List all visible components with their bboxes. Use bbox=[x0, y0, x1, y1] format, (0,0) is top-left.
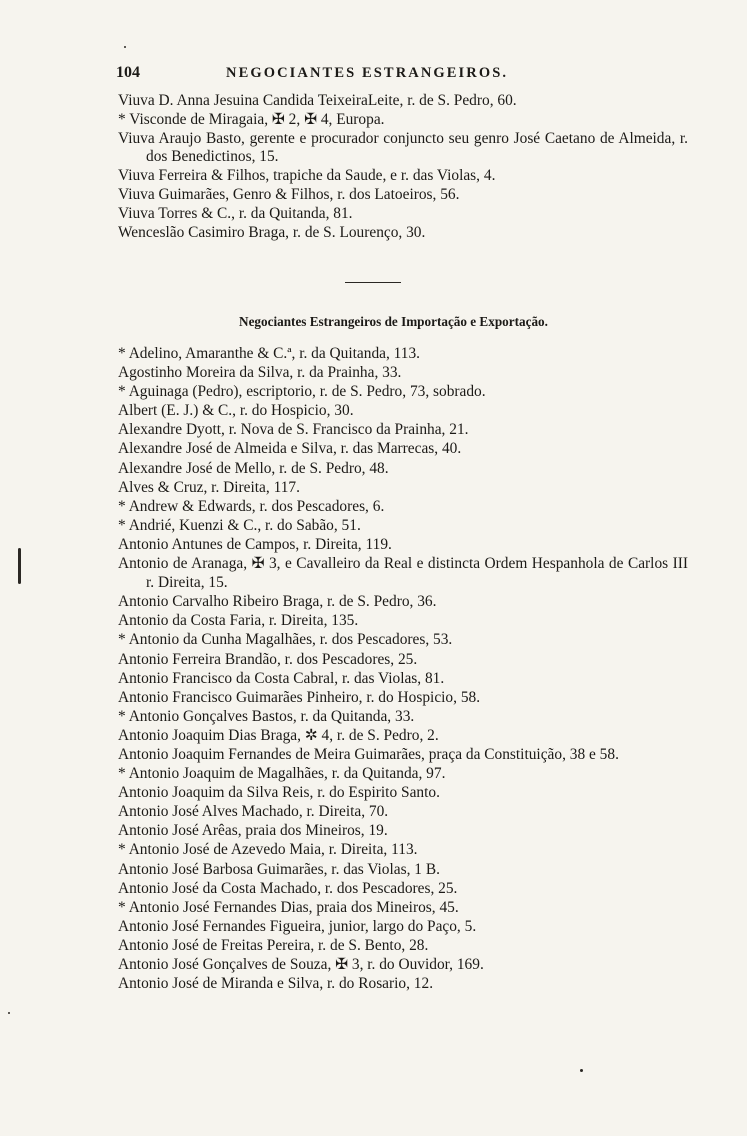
list-item: Antonio de Aranaga, ✠ 3, e Cavalleiro da Real e distincta Ordem Hespanhola de Carlos III r. Direita, 15. bbox=[118, 555, 688, 592]
list-item: Antonio José da Costa Machado, r. dos Pescadores, 25. bbox=[118, 879, 458, 897]
list-item: Viuva Guimarães, Genro & Filhos, r. dos Latoeiros, 56. bbox=[118, 185, 460, 203]
ink-speck bbox=[124, 46, 126, 48]
list-item: * Andrew & Edwards, r. dos Pescadores, 6. bbox=[118, 497, 385, 515]
list-item: Agostinho Moreira da Silva, r. da Prainha, 33. bbox=[118, 364, 402, 382]
list-item: Alexandre Dyott, r. Nova de S. Francisco da Prainha, 21. bbox=[118, 421, 469, 439]
merchant-list bbox=[118, 344, 688, 993]
list-item: Antonio Francisco da Costa Cabral, r. das Violas, 81. bbox=[118, 669, 445, 687]
list-item: * Antonio José de Azevedo Maia, r. Direita, 113. bbox=[118, 841, 418, 859]
margin-mark bbox=[18, 548, 21, 584]
page-header bbox=[116, 64, 676, 86]
list-item: Antonio Joaquim da Silva Reis, r. do Espirito Santo. bbox=[118, 784, 440, 802]
list-item: Antonio Antunes de Campos, r. Direita, 119. bbox=[118, 535, 392, 553]
list-item: Viuva D. Anna Jesuina Candida TeixeiraLeite, r. de S. Pedro, 60. bbox=[118, 92, 517, 109]
list-item: Antonio José de Freitas Pereira, r. de S. Bento, 28. bbox=[118, 936, 429, 954]
list-item: * Andrié, Kuenzi & C., r. do Sabão, 51. bbox=[118, 516, 361, 534]
list-item: * Aguinaga (Pedro), escriptorio, r. de S. Pedro, 73, sobrado. bbox=[118, 383, 486, 401]
list-item: Wenceslão Casimiro Braga, r. de S. Lourenço, 30. bbox=[118, 223, 426, 241]
list-item: Antonio José Barbosa Guimarães, r. das Violas, 1 B. bbox=[118, 860, 440, 878]
list-item: * Antonio Gonçalves Bastos, r. da Quitanda, 33. bbox=[118, 707, 415, 725]
list-item: Viuva Torres & C., r. da Quitanda, 81. bbox=[118, 204, 353, 222]
page-number: 104 bbox=[116, 64, 140, 81]
list-item: Albert (E. J.) & C., r. do Hospicio, 30. bbox=[118, 402, 354, 420]
continued-entries bbox=[118, 92, 688, 242]
list-item: Antonio da Costa Faria, r. Direita, 135. bbox=[118, 612, 359, 630]
list-item: Antonio José Fernandes Figueira, junior, largo do Paço, 5. bbox=[118, 917, 477, 935]
list-item: Viuva Araujo Basto, gerente e procurador conjuncto seu genro José Caetano de Almeida, r. dos Benedictinos, 15. bbox=[118, 129, 688, 166]
ink-speck bbox=[8, 1012, 10, 1014]
running-title: NEGOCIANTES ESTRANGEIROS. bbox=[226, 65, 509, 81]
list-item: * Visconde de Miragaia, ✠ 2, ✠ 4, Europa. bbox=[118, 110, 385, 128]
list-item: Antonio Francisco Guimarães Pinheiro, r. do Hospicio, 58. bbox=[118, 688, 481, 706]
list-item: * Antonio José Fernandes Dias, praia dos Mineiros, 45. bbox=[118, 898, 459, 916]
list-item: * Antonio da Cunha Magalhães, r. dos Pescadores, 53. bbox=[118, 631, 453, 649]
list-item: Antonio Joaquim Dias Braga, ✲ 4, r. de S. Pedro, 2. bbox=[118, 726, 439, 744]
list-item: Alexandre José de Mello, r. de S. Pedro, 48. bbox=[118, 459, 389, 477]
list-item: Antonio Joaquim Fernandes de Meira Guimarães, praça da Constituição, 38 e 58. bbox=[118, 745, 619, 763]
list-item: * Antonio Joaquim de Magalhães, r. da Quitanda, 97. bbox=[118, 765, 446, 783]
section-heading: Negociantes Estrangeiros de Importação e Exportação. bbox=[239, 314, 548, 329]
list-item: * Adelino, Amaranthe & C.ª, r. da Quitanda, 113. bbox=[118, 345, 421, 362]
ink-speck bbox=[580, 1069, 583, 1072]
list-item: Alves & Cruz, r. Direita, 117. bbox=[118, 478, 300, 496]
list-item: Alexandre José de Almeida e Silva, r. das Marrecas, 40. bbox=[118, 440, 462, 458]
list-item: Antonio Carvalho Ribeiro Braga, r. de S. Pedro, 36. bbox=[118, 593, 437, 611]
list-item: Antonio José Arêas, praia dos Mineiros, 19. bbox=[118, 822, 388, 840]
list-item: Antonio José Alves Machado, r. Direita, 70. bbox=[118, 803, 389, 821]
list-item: Antonio Ferreira Brandão, r. dos Pescadores, 25. bbox=[118, 650, 418, 668]
list-item: Viuva Ferreira & Filhos, trapiche da Saude, e r. das Violas, 4. bbox=[118, 167, 496, 185]
section-divider bbox=[345, 282, 401, 283]
list-item: Antonio José Gonçalves de Souza, ✠ 3, r. do Ouvidor, 169. bbox=[118, 956, 484, 973]
list-item: Antonio José de Miranda e Silva, r. do Rosario, 12. bbox=[118, 975, 434, 993]
